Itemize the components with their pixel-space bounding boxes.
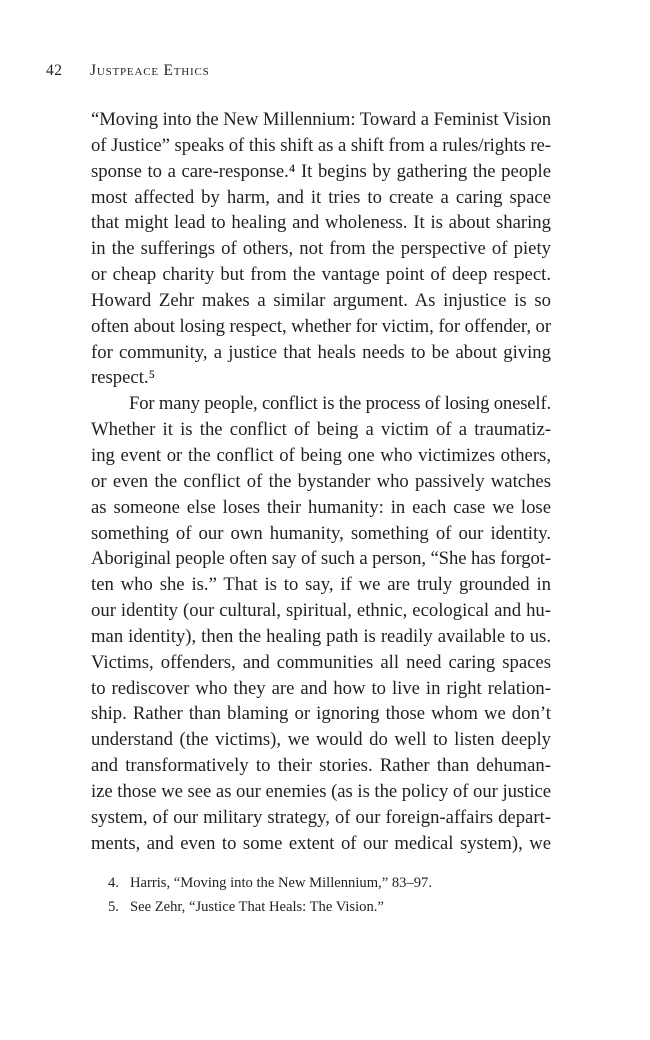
text-line: “Moving into the New Millennium: Toward a Feminist Vision bbox=[91, 109, 551, 130]
text-line: ments, and even to some extent of our medical system), we bbox=[91, 832, 551, 854]
footnote-text: See Zehr, “Justice That Heals: The Vision.” bbox=[130, 899, 384, 915]
text-line: or even the conflict of the bystander who passively watches bbox=[91, 470, 551, 492]
running-title: Justpeace Ethics bbox=[90, 62, 210, 79]
text-line: of Justice” speaks of this shift as a shift from a rules/rights re- bbox=[91, 134, 551, 156]
footnote-number: 5. bbox=[108, 899, 119, 915]
footnote-text: Harris, “Moving into the New Millennium,” 83–97. bbox=[130, 875, 432, 891]
text-line: Howard Zehr makes a similar argument. As injustice is so bbox=[91, 289, 551, 311]
footnote bbox=[108, 895, 548, 919]
text-line: For many people, conflict is the process of losing oneself. bbox=[129, 393, 551, 415]
text-line: as someone else loses their humanity: in each case we lose bbox=[91, 496, 551, 518]
text-line: our identity (our cultural, spiritual, ethnic, ecological and hu- bbox=[91, 600, 551, 622]
text-line: and transformatively to their stories. Rather than dehuman- bbox=[91, 755, 551, 777]
text-line: to rediscover who they are and how to live in right relation- bbox=[91, 677, 551, 699]
footnotes bbox=[108, 871, 548, 919]
paragraph-1 bbox=[91, 107, 551, 391]
text-line: Whether it is the conflict of being a victim of a traumatiz- bbox=[91, 419, 551, 441]
text-line: man identity), then the healing path is readily available to us. bbox=[91, 625, 551, 647]
text-line: ten who she is.” That is to say, if we are truly grounded in bbox=[91, 574, 551, 596]
page-number: 42 bbox=[46, 62, 63, 79]
text-line: most affected by harm, and it tries to create a caring space bbox=[91, 186, 551, 208]
text-line: understand (the victims), we would do well to listen deeply bbox=[91, 729, 551, 751]
text-line: in the sufferings of others, not from the perspective of piety bbox=[91, 238, 551, 260]
text-line: Aboriginal people often say of such a person, “She has forgot- bbox=[91, 548, 551, 570]
text-line: that might lead to healing and wholeness. It is about sharing bbox=[91, 212, 551, 234]
body-text bbox=[91, 107, 551, 856]
text-line: system, of our military strategy, of our foreign-affairs depart- bbox=[91, 806, 551, 828]
text-line: or cheap charity but from the vantage point of deep respect. bbox=[91, 264, 551, 286]
text-line: ship. Rather than blaming or ignoring those whom we don’t bbox=[91, 703, 551, 725]
text-line: for community, a justice that heals needs to be about giving bbox=[91, 341, 551, 363]
paragraph-2 bbox=[91, 391, 551, 856]
text-line: something of our own humanity, something of our identity. bbox=[91, 522, 551, 544]
text-line: often about losing respect, whether for victim, for offender, or bbox=[91, 315, 551, 337]
text-line: Victims, offenders, and communities all need caring spaces bbox=[91, 651, 551, 673]
text-line: sponse to a care-response.⁴ It begins by gathering the people bbox=[91, 160, 551, 182]
text-line: respect.⁵ bbox=[91, 367, 156, 389]
footnote-number: 4. bbox=[108, 875, 119, 891]
text-line: ing event or the conflict of being one who victimizes others, bbox=[91, 444, 551, 466]
footnote bbox=[108, 871, 548, 895]
running-head bbox=[46, 62, 210, 80]
text-line: ize those we see as our enemies (as is the policy of our justice bbox=[91, 780, 551, 802]
